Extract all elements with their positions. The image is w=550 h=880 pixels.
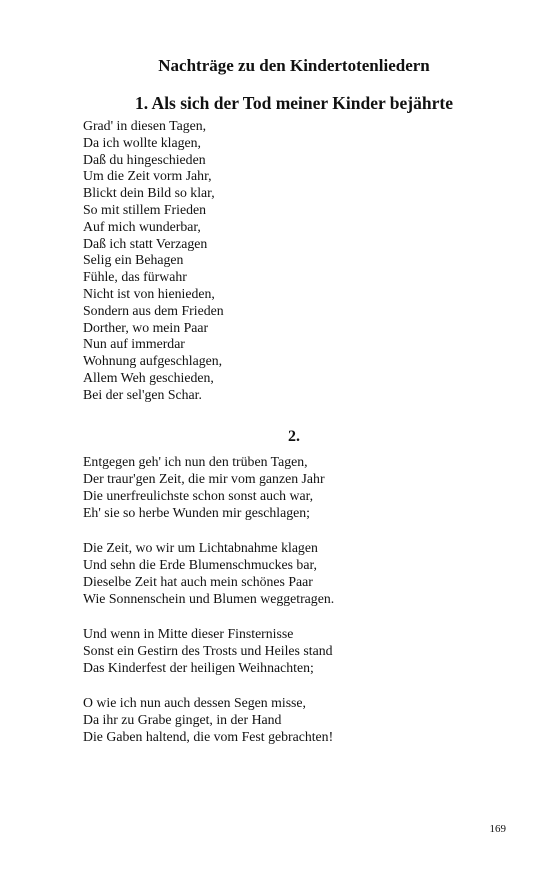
poem-line: Fühle, das fürwahr [83, 269, 187, 285]
poem-line: Nicht ist von hienieden, [83, 285, 215, 301]
poem-line: Allem Weh geschieden, [83, 369, 214, 385]
poem-line: Um die Zeit vorm Jahr, [83, 168, 212, 184]
stanza [83, 625, 334, 676]
poem-line: Blickt dein Bild so klar, [83, 185, 215, 201]
poem-line: Wie Sonnenschein und Blumen weggetragen. [83, 591, 335, 607]
page-number: 169 [489, 823, 506, 835]
poem-line: Da ihr zu Grabe ginget, in der Hand [83, 711, 282, 727]
poem-line: Die unerfreulichste schon sonst auch war, [83, 488, 314, 504]
stanza [83, 539, 334, 607]
poem-line: O wie ich nun auch dessen Segen misse, [83, 694, 307, 710]
poem-line: Wohnung aufgeschlagen, [83, 353, 223, 369]
poem-line: Daß du hingeschieden [83, 151, 206, 167]
poem-line: Auf mich wunderbar, [83, 218, 201, 234]
poem-line: Nun auf immerdar [83, 336, 185, 352]
poem-line: Sondern aus dem Frieden [83, 302, 224, 318]
poem-line: Eh' sie so herbe Wunden mir geschlagen; [83, 505, 310, 521]
poem-1-body [83, 118, 224, 404]
poem-line: Der traur'gen Zeit, die mir vom ganzen Jahr [83, 471, 325, 487]
poem-line: Die Gaben haltend, die vom Fest gebrachten! [83, 729, 334, 744]
stanza [83, 694, 334, 745]
poem-line: Entgegen geh' ich nun den trüben Tagen, [83, 454, 308, 469]
poem-line: Und sehn die Erde Blumenschmuckes bar, [83, 557, 317, 573]
poem-line: So mit stillem Frieden [83, 201, 207, 217]
poem-line: Daß ich statt Verzagen [83, 235, 208, 251]
poem-line: Dieselbe Zeit hat auch mein schönes Paar [83, 574, 313, 590]
poem-line: Das Kinderfest der heiligen Weihnachten; [83, 660, 314, 676]
poem-line: Sonst ein Gestirn des Trosts und Heiles stand [83, 643, 333, 659]
poem-line: Die Zeit, wo wir um Lichtabnahme klagen [83, 539, 318, 555]
stanza [83, 453, 334, 521]
poem-1-title: 1. Als sich der Tod meiner Kinder bejährte [135, 93, 453, 113]
poem-line: Da ich wollte klagen, [83, 134, 202, 150]
poem-2-heading: 2. [288, 428, 300, 445]
section-title: Nachträge zu den Kindertotenliedern [158, 56, 430, 75]
poem-line: Selig ein Behagen [83, 252, 184, 268]
poem-line: Bei der sel'gen Schar. [83, 386, 202, 402]
poem-line: Dorther, wo mein Paar [83, 319, 209, 335]
poem-line: Und wenn in Mitte dieser Finsternisse [83, 625, 294, 641]
poem-2-body [83, 453, 334, 763]
poem-line: Grad' in diesen Tagen, [83, 118, 207, 133]
